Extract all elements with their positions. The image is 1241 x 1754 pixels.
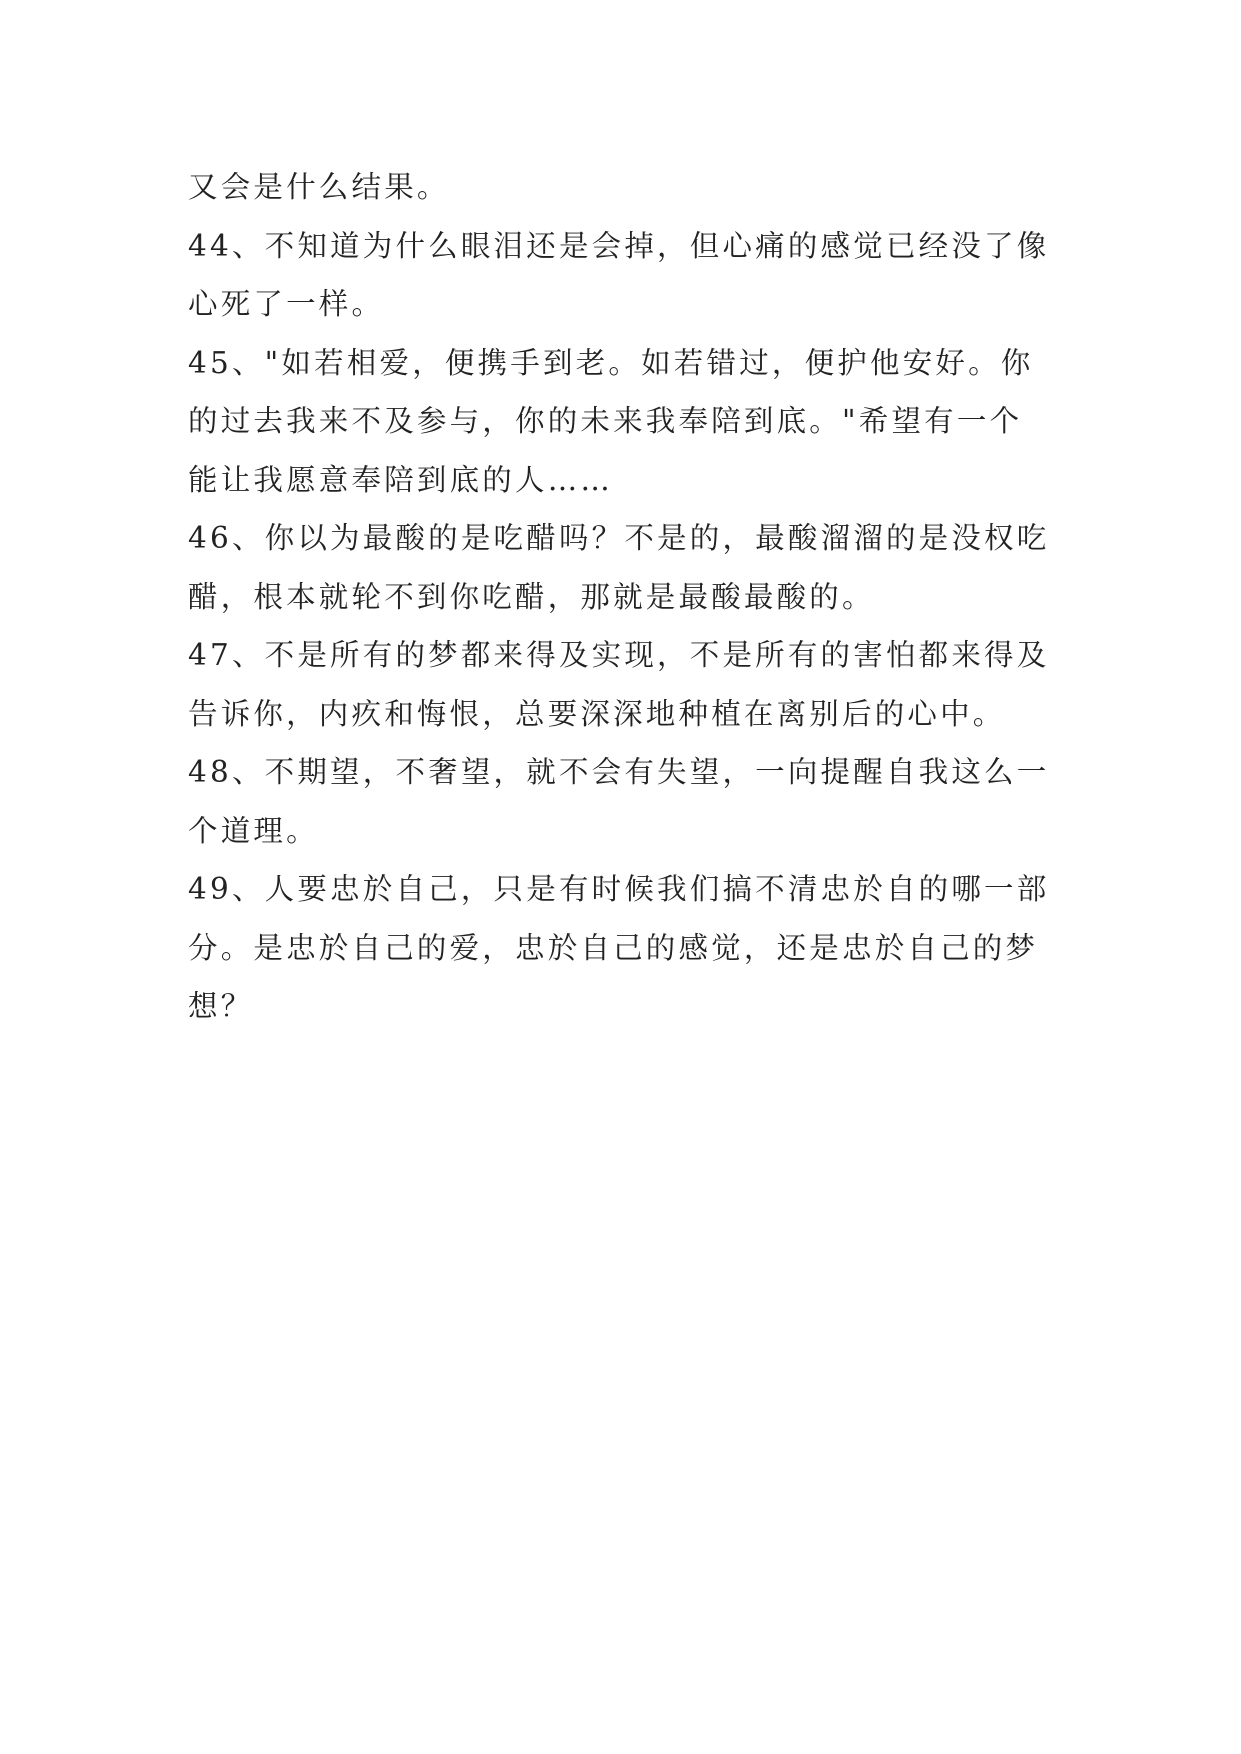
text-line: 49、人要忠於自己，只是有时候我们搞不清忠於自的哪一部 — [188, 872, 1050, 906]
text-line: 告诉你，内疚和悔恨，总要深深地种植在离别后的心中。 — [188, 696, 1006, 731]
text-line: 能让我愿意奉陪到底的人…… — [188, 462, 614, 497]
text-line: 44、不知道为什么眼泪还是会掉，但心痛的感觉已经没了像 — [188, 228, 1050, 263]
text-line: 45、"如若相爱，便携手到老。如若错过，便护他安好。你 — [188, 345, 1034, 380]
text-line: 47、不是所有的梦都来得及实现，不是所有的害怕都来得及 — [188, 638, 1050, 672]
text-line: 想？ — [188, 989, 254, 1023]
text-line: 心死了一样。 — [188, 287, 385, 321]
text-line: 分。是忠於自己的爱，忠於自己的感觉，还是忠於自己的梦 — [188, 930, 1039, 965]
text-line: 个道理。 — [188, 813, 319, 848]
text-line: 又会是什么结果。 — [188, 170, 450, 204]
text-line: 46、你以为最酸的是吃醋吗？不是的，最酸溜溜的是没权吃 — [188, 521, 1050, 555]
body-text — [188, 158, 1058, 1036]
text-line: 的过去我来不及参与，你的未来我奉陪到底。"希望有一个 — [188, 404, 1023, 438]
text-line: 48、不期望，不奢望，就不会有失望，一向提醒自我这么一 — [188, 755, 1050, 789]
text-line: 醋，根本就轮不到你吃醋，那就是最酸最酸的。 — [188, 579, 875, 614]
